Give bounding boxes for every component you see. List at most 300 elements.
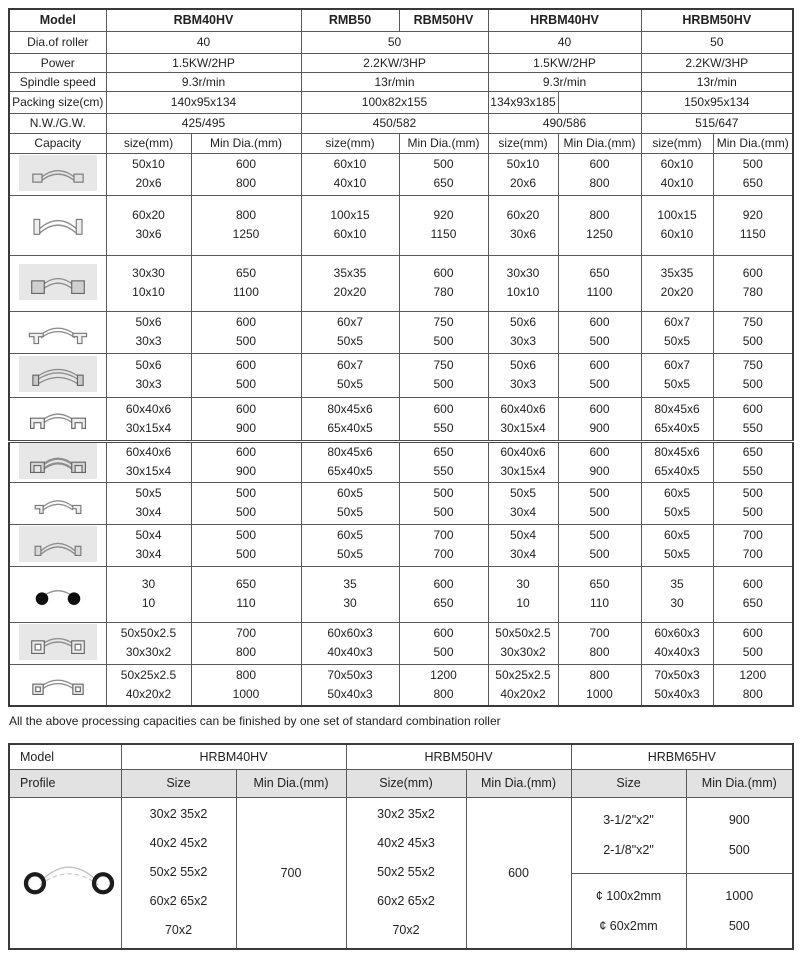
size-value: 50x5 [509, 486, 537, 500]
min-dia-value: 600 [742, 577, 763, 591]
size-value: 50x25x2.5 [495, 667, 551, 682]
size-value: 50x6 [135, 315, 162, 329]
spec-row [9, 91, 793, 113]
min-dia-value: 1100 [586, 285, 613, 299]
size-cell [106, 524, 191, 566]
min-dia-cell [558, 311, 641, 353]
flat-bar-icon [19, 526, 97, 562]
size-value: 50x10 [506, 157, 540, 171]
capacity-row [9, 524, 793, 566]
spec-value-cell: HRBM50HV [641, 9, 793, 31]
size-value: 50x2 55x2 [149, 865, 208, 880]
size-cell [488, 664, 558, 706]
spec-value-cell: 150x95x134 [641, 91, 793, 113]
spec-row [9, 72, 793, 91]
min-dia-value: 500 [433, 645, 454, 659]
size-value: 30x30x2 [500, 645, 546, 659]
size-value: 60x7 [664, 358, 691, 372]
size-value: 10x10 [132, 285, 165, 299]
min-dia-value: 650 [433, 445, 454, 459]
size-value: 40x2 45x2 [149, 836, 208, 851]
min-dia-value: 780 [433, 285, 454, 299]
min-dia-cell [713, 397, 793, 441]
spec-row [9, 133, 793, 153]
min-dia-value: 650 [589, 577, 610, 591]
size-value: 2-1/8"x2" [603, 843, 654, 857]
min-dia-value: 500 [589, 486, 610, 500]
size-value: 50x5 [664, 547, 691, 561]
size-value: 30x15x4 [125, 420, 172, 435]
spec-value-cell: 50 [641, 31, 793, 53]
spec-value-cell: Min Dia.(mm) [558, 133, 641, 153]
profile-header-row [9, 769, 793, 797]
min-dia-cell [713, 441, 793, 482]
size-value: 60x10 [660, 227, 694, 241]
spec-value-cell: RMB50 [301, 9, 399, 31]
min-dia-value: 650 [433, 176, 454, 190]
min-dia-cell [399, 482, 488, 524]
size-value: 50x6 [509, 358, 537, 372]
min-dia-cell [191, 566, 301, 622]
capacity-row [9, 153, 793, 195]
size-value: 40x40x3 [654, 645, 700, 659]
angle-legs-out-icon [19, 155, 97, 191]
size-value: 30x15x4 [500, 420, 546, 435]
size-cell [106, 441, 191, 482]
min-dia-value: 500 [235, 547, 257, 561]
size-value: 40x2 45x3 [377, 836, 435, 851]
min-dia-value: 800 [589, 208, 610, 222]
size-value: 60x40x6 [500, 401, 546, 416]
spec-value-cell: 40 [106, 31, 301, 53]
size-cell [106, 195, 191, 255]
size-cell [106, 255, 191, 311]
min-dia-value: 900 [728, 813, 750, 827]
size-cell [301, 153, 399, 195]
min-dia-value: 700 [742, 547, 763, 561]
hrbm40-size-cell [121, 797, 236, 949]
profile-icon-cell [9, 397, 106, 441]
min-dia-value: 920 [433, 208, 454, 222]
size-value: 60x7 [336, 358, 364, 372]
size-cell [641, 397, 713, 441]
profile-icon-cell [9, 441, 106, 482]
size-value: 30 [670, 596, 684, 610]
min-dia-value: 800 [235, 667, 257, 682]
min-dia-value: 600 [235, 358, 257, 372]
min-dia-cell [399, 311, 488, 353]
size-value: 50x50x2.5 [495, 626, 551, 640]
size-value: 60x40x6 [125, 401, 172, 416]
size-value: 50x4 [509, 528, 537, 542]
min-dia-value: 600 [433, 401, 454, 416]
spec-value-cell: 134x93x185 [488, 91, 558, 113]
size-cell [106, 566, 191, 622]
min-dia-value: 600 [433, 577, 454, 591]
min-dia-value: 550 [433, 420, 454, 435]
size-value: 30x15x4 [500, 464, 546, 478]
spec-value-cell: Min Dia.(mm) [713, 133, 793, 153]
col-header-cell: Min Dia.(mm) [466, 769, 571, 797]
spec-value-cell: size(mm) [488, 133, 558, 153]
hrbm50-min-dia-cell: 600 [466, 797, 571, 949]
size-value: 30x30 [506, 266, 540, 280]
spec-row [9, 31, 793, 53]
min-dia-value: 500 [433, 486, 454, 500]
round-tube-icon [10, 843, 121, 899]
size-value: 35x35 [333, 266, 367, 280]
min-dia-cell [713, 311, 793, 353]
size-cell [488, 622, 558, 664]
size-value: 70x50x3 [654, 667, 700, 682]
size-value: 50x40x3 [327, 686, 373, 701]
hrbm40-min-dia-cell: 700 [236, 797, 346, 949]
min-dia-value: 500 [742, 157, 763, 171]
size-value: 50x5 [664, 505, 691, 519]
min-dia-value: 650 [235, 266, 257, 280]
min-dia-cell [558, 566, 641, 622]
size-value: 40x20x2 [500, 686, 546, 701]
size-cell [301, 524, 399, 566]
size-value: 20x6 [135, 176, 162, 190]
spec-value-cell: size(mm) [301, 133, 399, 153]
size-value: ¢ 60x2mm [599, 918, 658, 933]
size-value: 30x4 [135, 547, 162, 561]
size-cell [488, 153, 558, 195]
spec-value-cell: size(mm) [641, 133, 713, 153]
capacity-row [9, 566, 793, 622]
size-cell [641, 441, 713, 482]
min-dia-cell [713, 255, 793, 311]
profile-icon-cell [9, 797, 121, 949]
size-cell [641, 622, 713, 664]
size-value: 80x45x6 [327, 445, 373, 459]
min-dia-value: 110 [589, 596, 610, 610]
min-dia-cell [713, 353, 793, 397]
channel-legs-out-icon [19, 399, 97, 435]
size-value: 60x60x3 [654, 626, 700, 640]
size-cell [641, 566, 713, 622]
min-dia-value: 500 [433, 377, 454, 391]
size-cell [301, 255, 399, 311]
min-dia-value: 1000 [586, 686, 613, 701]
min-dia-value: 800 [235, 645, 257, 659]
angle-legs-in-icon [19, 206, 97, 242]
size-cell [641, 311, 713, 353]
channel-legs-in-icon [19, 443, 97, 479]
min-dia-cell [713, 482, 793, 524]
col-header-cell: Size(mm) [346, 769, 466, 797]
min-dia-value: 600 [742, 266, 763, 280]
size-value: 80x45x6 [654, 445, 700, 459]
size-value: 50x4 [135, 528, 162, 542]
size-value: 30x30 [132, 266, 165, 280]
min-dia-cell [558, 441, 641, 482]
spec-value-cell: 450/582 [301, 113, 488, 133]
size-value: 80x45x6 [327, 401, 373, 416]
min-dia-value: 500 [589, 334, 610, 348]
size-cell [301, 311, 399, 353]
min-dia-value: 600 [589, 401, 610, 416]
min-dia-cell [558, 622, 641, 664]
size-cell [641, 664, 713, 706]
size-value: 40x10 [660, 176, 694, 190]
size-value: 60x10 [660, 157, 694, 171]
size-value: 60x40x6 [125, 445, 172, 459]
min-dia-value: 650 [589, 266, 610, 280]
size-cell [641, 353, 713, 397]
note-text: All the above processing capacities can be finished by one set of standard combination roller [9, 714, 501, 728]
size-value: 30x4 [135, 505, 162, 519]
spec-value-cell: 490/586 [488, 113, 641, 133]
size-value: 10 [516, 596, 530, 610]
spec-value-cell: 2.2KW/3HP [641, 53, 793, 72]
size-value: 60x40x6 [500, 445, 546, 459]
min-dia-value: 800 [589, 667, 610, 682]
spec-value-cell: 1.5KW/2HP [106, 53, 301, 72]
min-dia-value: 1000 [232, 686, 260, 701]
hrbm50-size-cell [346, 797, 466, 949]
min-dia-value: 800 [589, 645, 610, 659]
min-dia-cell [713, 664, 793, 706]
col-header-cell: Size [121, 769, 236, 797]
min-dia-cell [399, 397, 488, 441]
profile-label-cell: Profile [9, 769, 121, 797]
spec-label-cell: Spindle speed [9, 72, 106, 91]
size-value: 100x15 [657, 208, 697, 222]
square-tube-icon [19, 624, 97, 660]
size-value: 60x5 [664, 486, 691, 500]
spec-value-cell: HRBM40HV [488, 9, 641, 31]
size-value: 30x3 [509, 377, 537, 391]
size-value: 30x15x4 [125, 464, 172, 478]
min-dia-value: 500 [728, 918, 750, 933]
size-value: 30x4 [509, 547, 537, 561]
model-header-row [9, 744, 793, 769]
min-dia-cell [399, 153, 488, 195]
min-dia-value: 700 [742, 528, 763, 542]
model-label-cell: Model [9, 744, 121, 769]
spec-value-cell: 140x95x134 [106, 91, 301, 113]
spec-value-cell: Min Dia.(mm) [191, 133, 301, 153]
size-value: 65x40x5 [654, 420, 700, 435]
min-dia-cell [558, 664, 641, 706]
min-dia-cell [191, 195, 301, 255]
capacity-row [9, 482, 793, 524]
profile-icon-cell [9, 482, 106, 524]
size-value: 10 [141, 596, 156, 610]
model-hrbm50hv-cell: HRBM50HV [346, 744, 571, 769]
col-header-cell: Size [571, 769, 686, 797]
min-dia-cell [399, 353, 488, 397]
min-dia-value: 650 [235, 577, 257, 591]
size-value: 60x20 [506, 208, 540, 222]
size-value: 80x45x6 [654, 401, 700, 416]
min-dia-value: 900 [589, 464, 610, 478]
spec-value-cell: 515/647 [641, 113, 793, 133]
size-value: 50x5 [336, 334, 364, 348]
col-header-cell: Min Dia.(mm) [236, 769, 346, 797]
col-header-cell: Min Dia.(mm) [686, 769, 793, 797]
size-value: 40x20x2 [125, 686, 172, 701]
size-value: 50x5 [664, 334, 691, 348]
size-value: 30x2 35x2 [377, 807, 435, 822]
min-dia-cell [558, 482, 641, 524]
min-dia-cell [558, 397, 641, 441]
min-dia-value: 500 [742, 486, 763, 500]
size-value: 60x10 [333, 157, 367, 171]
spec-label-cell: Capacity [9, 133, 106, 153]
min-dia-value: 750 [433, 315, 454, 329]
size-value: 60x2 65x2 [149, 894, 208, 909]
min-dia-cell [399, 441, 488, 482]
min-dia-value: 800 [742, 686, 763, 701]
size-cell [488, 482, 558, 524]
size-value: 30x3 [135, 334, 162, 348]
min-dia-cell [399, 255, 488, 311]
size-value: 60x5 [664, 528, 691, 542]
size-cell [488, 441, 558, 482]
capacity-row [9, 311, 793, 353]
flat-bar-easy-way-icon [19, 356, 97, 392]
capacity-row [9, 195, 793, 255]
min-dia-value: 700 [589, 626, 610, 640]
size-cell [301, 482, 399, 524]
profile-icon-cell [9, 195, 106, 255]
min-dia-value: 800 [235, 176, 257, 190]
size-value: 60x2 65x2 [377, 894, 435, 909]
profile-icon-cell [9, 524, 106, 566]
size-value: 70x2 [392, 923, 420, 938]
spec-label-cell: N.W./G.W. [9, 113, 106, 133]
size-value: 10x10 [506, 285, 540, 299]
specifications-table [8, 8, 794, 707]
size-value: 30 [343, 596, 357, 610]
spec-row [9, 9, 793, 31]
min-dia-cell [713, 153, 793, 195]
spec-value-cell: 13r/min [301, 72, 488, 91]
model-hrbm40hv-cell: HRBM40HV [121, 744, 346, 769]
size-value: 50x5 [135, 486, 162, 500]
min-dia-cell [191, 255, 301, 311]
min-dia-value: 110 [236, 596, 256, 610]
min-dia-value: 500 [589, 547, 610, 561]
min-dia-value: 600 [235, 401, 257, 416]
size-value: ¢ 100x2mm [595, 888, 662, 903]
min-dia-cell [191, 441, 301, 482]
min-dia-cell [713, 195, 793, 255]
spec-value-cell: 100x82x155 [301, 91, 488, 113]
min-dia-value: 500 [728, 843, 750, 857]
size-value: 20x6 [509, 176, 537, 190]
min-dia-value: 1150 [430, 227, 457, 241]
min-dia-value: 700 [235, 626, 257, 640]
size-cell [301, 664, 399, 706]
size-cell [488, 195, 558, 255]
min-dia-value: 600 [433, 626, 454, 640]
size-value: 40x10 [333, 176, 367, 190]
size-value: 100x15 [330, 208, 370, 222]
size-value: 60x5 [336, 486, 364, 500]
profile-icon-cell [9, 622, 106, 664]
min-dia-value: 600 [742, 401, 763, 416]
spec-value-cell: 40 [488, 31, 641, 53]
min-dia-value: 1250 [232, 227, 260, 241]
min-dia-value: 600 [235, 445, 257, 459]
size-value: 50x50x2.5 [120, 626, 177, 640]
profile-icon-cell [9, 566, 106, 622]
size-value: 60x60x3 [327, 626, 373, 640]
hrbm65-size-bottom-cell [571, 873, 686, 949]
size-cell [488, 397, 558, 441]
min-dia-value: 1200 [430, 667, 457, 682]
capacity-row [9, 353, 793, 397]
spec-label-cell: Packing size(cm) [9, 91, 106, 113]
size-cell [641, 524, 713, 566]
min-dia-value: 600 [433, 266, 454, 280]
min-dia-cell [713, 524, 793, 566]
min-dia-value: 780 [742, 285, 763, 299]
min-dia-value: 600 [235, 157, 257, 171]
min-dia-value: 600 [235, 315, 257, 329]
size-value: 35 [343, 577, 357, 591]
min-dia-cell [713, 566, 793, 622]
min-dia-value: 600 [589, 358, 610, 372]
min-dia-value: 800 [589, 176, 610, 190]
min-dia-value: 600 [589, 315, 610, 329]
min-dia-cell [191, 622, 301, 664]
spec-value-cell: 1.5KW/2HP [488, 53, 641, 72]
min-dia-cell [399, 622, 488, 664]
spec-value-cell: Min Dia.(mm) [399, 133, 488, 153]
model-hrbm65hv-cell: HRBM65HV [571, 744, 793, 769]
min-dia-value: 550 [433, 464, 454, 478]
size-value: 50x5 [336, 547, 364, 561]
size-value: 50x10 [132, 157, 165, 171]
small-angle-icon [19, 484, 97, 520]
size-value: 50x25x2.5 [120, 667, 177, 682]
min-dia-value: 500 [433, 505, 454, 519]
profile-icon-cell [9, 311, 106, 353]
size-value: 70x2 [164, 923, 193, 938]
hrbm65-size-top-cell [571, 797, 686, 873]
size-value: 65x40x5 [654, 464, 700, 478]
capacity-row [9, 255, 793, 311]
size-value: 30x3 [135, 377, 162, 391]
size-value: 65x40x5 [327, 420, 373, 435]
min-dia-cell [558, 524, 641, 566]
spec-row [9, 53, 793, 72]
min-dia-value: 650 [742, 596, 763, 610]
min-dia-value: 500 [433, 157, 454, 171]
size-cell [641, 255, 713, 311]
size-cell [301, 353, 399, 397]
hrbm65-min-dia-bottom-cell [686, 873, 793, 949]
min-dia-cell [399, 524, 488, 566]
min-dia-cell [558, 153, 641, 195]
size-cell [488, 311, 558, 353]
size-value: 3-1/2"x2" [603, 813, 654, 827]
min-dia-value: 1200 [739, 667, 767, 682]
min-dia-value: 800 [433, 686, 454, 701]
size-cell [301, 441, 399, 482]
min-dia-value: 650 [742, 445, 763, 459]
min-dia-value: 700 [433, 528, 454, 542]
size-value: 30x4 [509, 505, 537, 519]
profile-icon-cell [9, 153, 106, 195]
spec-value-cell: 9.3r/min [488, 72, 641, 91]
size-cell [641, 153, 713, 195]
